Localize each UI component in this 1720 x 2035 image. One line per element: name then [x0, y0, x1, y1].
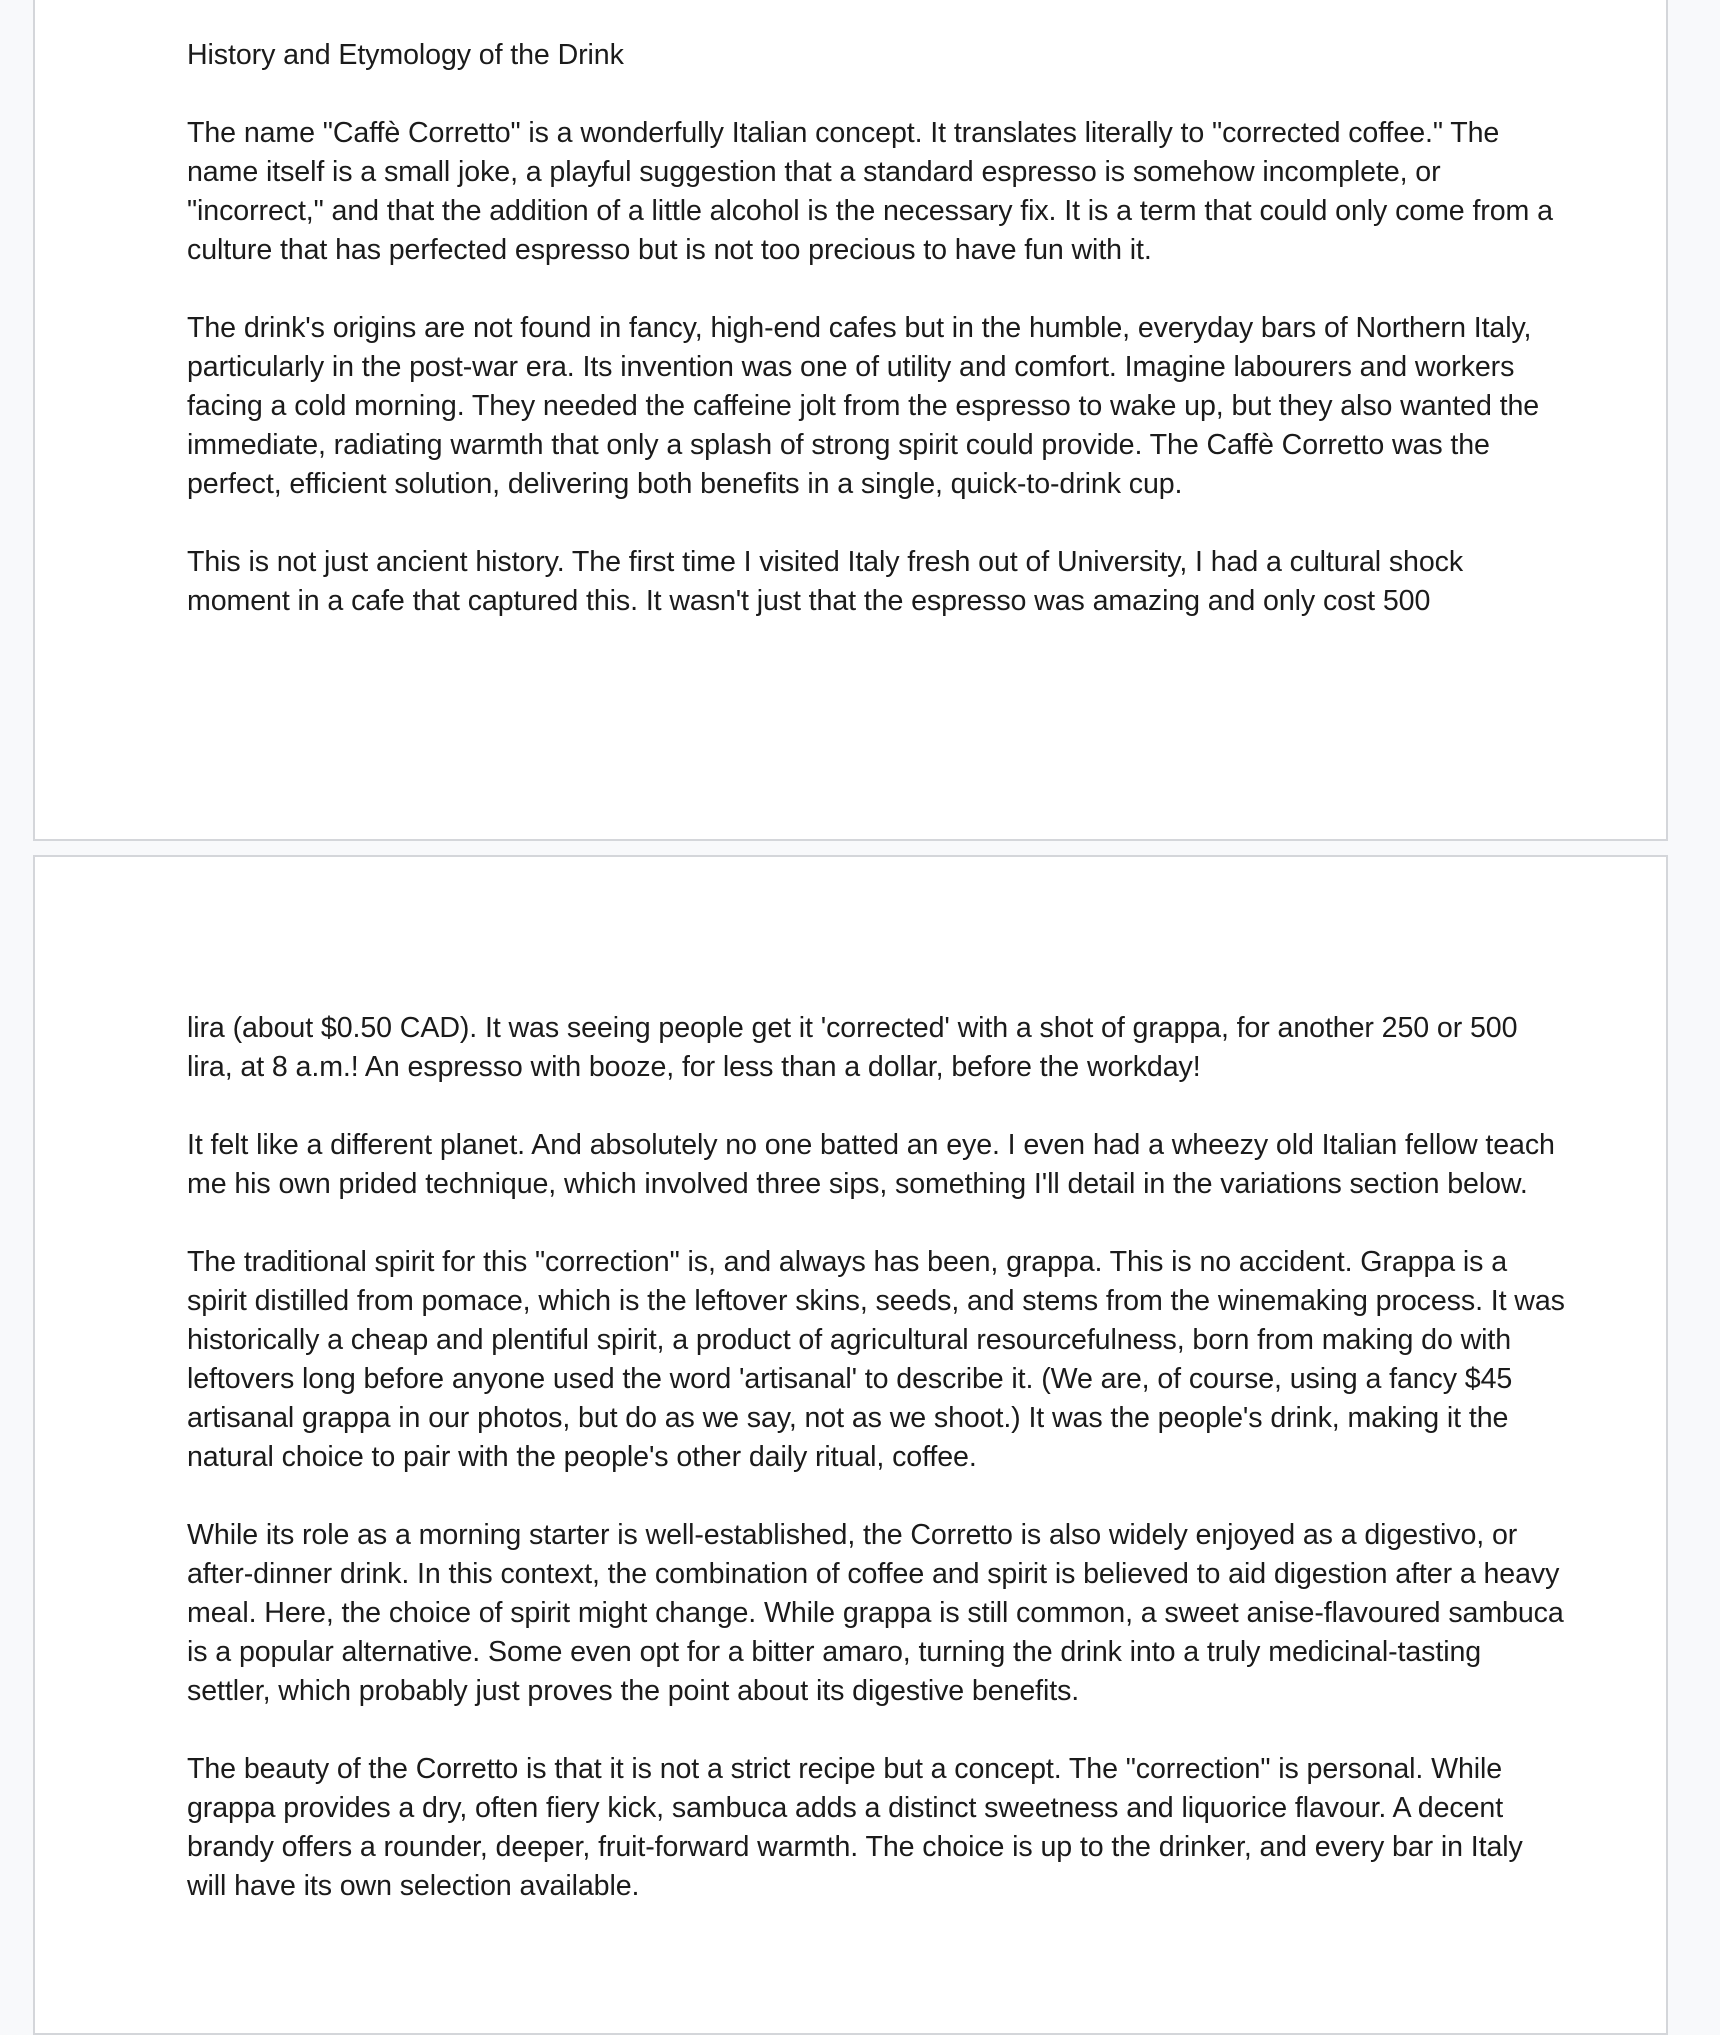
paragraph: It felt like a different planet. And absolutely no one batted an eye. I even had a wheezy old Italian fellow teach me his own prided technique, which involved three sips, something I'll detail in the variations section below.	[187, 1129, 1555, 1200]
paragraph: This is not just ancient history. The first time I visited Italy fresh out of University, I had a cultural shock moment in a cafe that captured this. It wasn't just that the espresso was amazing and only cost 500	[187, 546, 1464, 617]
paragraph: lira (about $0.50 CAD). It was seeing people get it 'corrected' with a shot of grappa, for another 250 or 500 lira, at 8 a.m.! An espresso with booze, for less than a dollar, before the workday!	[187, 1012, 1518, 1083]
page-2-body	[187, 1009, 1567, 1906]
section-heading: History and Etymology of the Drink	[187, 39, 624, 71]
paragraph: The traditional spirit for this "correction" is, and always has been, grappa. This is no accident. Grappa is a spirit distilled from pomace, which is the leftover skins, seeds, and stems from the winemaking process. It was historically a cheap and plentiful spirit, a product of agricultural resourcefulness, born from making do with leftovers long before anyone used the word 'artisanal' to describe it. (We are, of course, using a fancy $45 artisanal grappa in our photos, but do as we say, not as we shoot.) It was the people's drink, making it the natural choice to pair with the people's other daily ritual, coffee.	[187, 1246, 1565, 1473]
document-page-2	[33, 855, 1668, 2035]
paragraph: The name "Caffè Corretto" is a wonderfully Italian concept. It translates literally to "corrected coffee." The name itself is a small joke, a playful suggestion that a standard espresso is somehow incomplete, or "incorrect," and that the addition of a little alcohol is the necessary fix. It is a term that could only come from a culture that has perfected espresso but is not too precious to have fun with it.	[187, 117, 1553, 266]
paragraph: The drink's origins are not found in fancy, high-end cafes but in the humble, everyday bars of Northern Italy, particularly in the post-war era. Its invention was one of utility and comfort. Imagine labourers and workers facing a cold morning. They needed the caffeine jolt from the espresso to wake up, but they also wanted the immediate, radiating warmth that only a splash of strong spirit could provide. The Caffè Corretto was the perfect, efficient solution, delivering both benefits in a single, quick-to-drink cup.	[187, 312, 1540, 500]
paragraph: The beauty of the Corretto is that it is not a strict recipe but a concept. The "correction" is personal. While grappa provides a dry, often fiery kick, sambuca adds a distinct sweetness and liquorice flavour. A decent brandy offers a rounder, deeper, fruit-forward warmth. The choice is up to the drinker, and every bar in Italy will have its own selection available.	[187, 1753, 1523, 1902]
document-page-1	[33, 0, 1668, 841]
page-1-body	[187, 36, 1567, 621]
paragraph: While its role as a morning starter is well-established, the Corretto is also widely enjoyed as a digestivo, or after-dinner drink. In this context, the combination of coffee and spirit is believed to aid digestion after a heavy meal. Here, the choice of spirit might change. While grappa is still common, a sweet anise-flavoured sambuca is a popular alternative. Some even opt for a bitter amaro, turning the drink into a truly medicinal-tasting settler, which probably just proves the point about its digestive benefits.	[187, 1519, 1564, 1707]
